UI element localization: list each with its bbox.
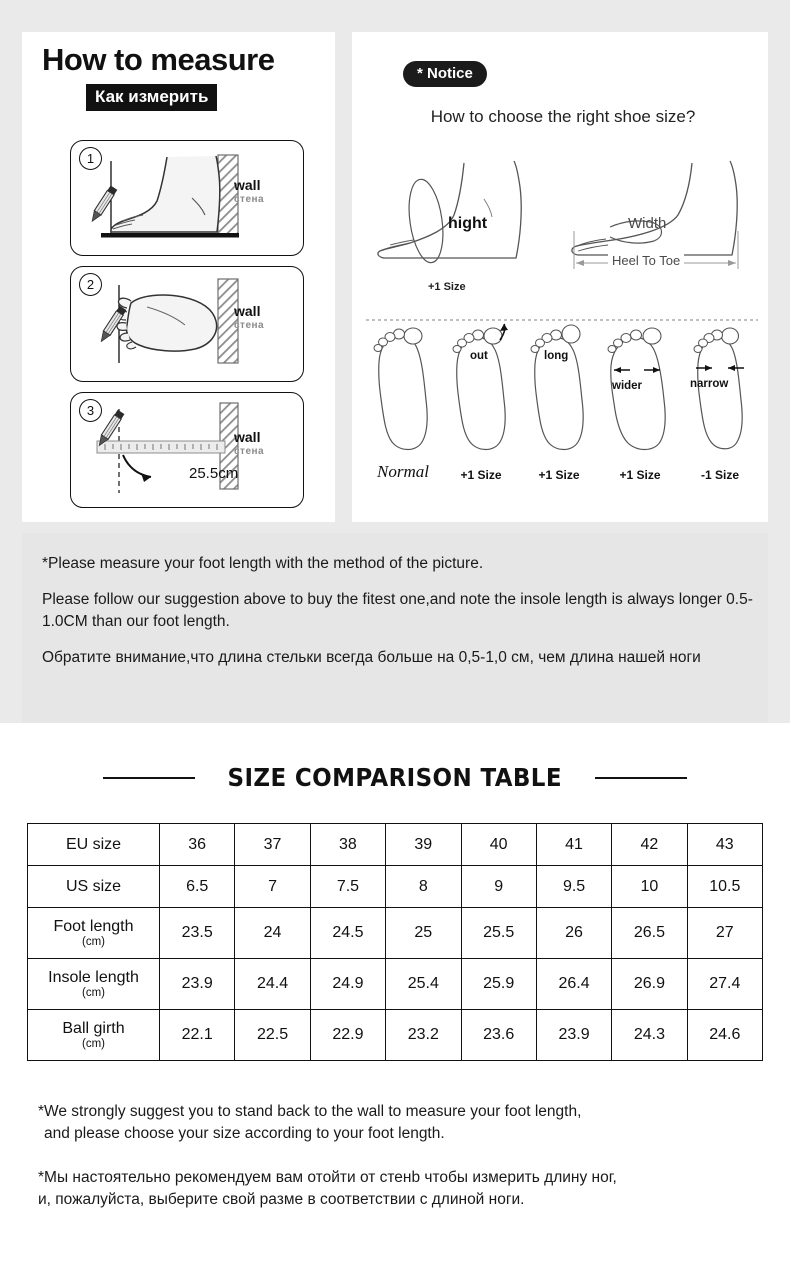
size-comparison-table: [27, 823, 763, 1061]
step-card-1: [70, 140, 304, 256]
table-cell: 7.5: [310, 866, 385, 908]
note-band-text: [42, 553, 754, 669]
table-cell: 25.4: [386, 959, 461, 1010]
notice-badge: * Notice: [403, 61, 487, 87]
table-cell: 39: [386, 824, 461, 866]
table-cell: 43: [687, 824, 762, 866]
size-table-title: SIZE COMPARISON TABLE: [227, 763, 563, 792]
foot-height-figure: [366, 157, 556, 307]
how-to-measure-panel: [22, 32, 335, 522]
table-cell: 25: [386, 908, 461, 959]
table-cell: 22.5: [235, 1010, 310, 1061]
footprint-word: long: [544, 350, 569, 362]
top-panels: [0, 32, 790, 522]
table-row: [28, 866, 763, 908]
note-line-1: *Please measure your foot length with the method of the picture.: [42, 555, 484, 572]
row-label-unit: (cm): [82, 1037, 105, 1050]
wall-label-3: [234, 430, 296, 458]
table-cell: 26: [536, 908, 611, 959]
table-cell: 8: [386, 866, 461, 908]
row-label: [28, 908, 160, 959]
height-label: hight: [448, 215, 488, 232]
table-cell: 23.2: [386, 1010, 461, 1061]
note-band: [22, 533, 768, 723]
heel-to-toe-label: Heel To Toe: [608, 253, 684, 268]
table-cell: 24.6: [687, 1010, 762, 1061]
row-label: EU size: [28, 824, 160, 866]
footprint-caption: +1 Size: [460, 468, 502, 482]
table-row: [28, 959, 763, 1010]
table-cell: 27.4: [687, 959, 762, 1010]
footprint-caption: Normal: [377, 462, 429, 481]
table-cell: 10.5: [687, 866, 762, 908]
footprint-normal: [366, 322, 440, 482]
table-cell: 24.5: [310, 908, 385, 959]
wall-label-2: [234, 304, 296, 332]
footprint-caption: +1 Size: [619, 468, 661, 482]
row-label-unit: (cm): [82, 986, 105, 999]
table-cell: 40: [461, 824, 536, 866]
row-label-text: Insole length: [48, 968, 139, 986]
table-cell: 25.9: [461, 959, 536, 1010]
notice-question: How to choose the right shoe size?: [430, 107, 696, 126]
table-cell: 23.6: [461, 1010, 536, 1061]
wall-label-en: wall: [234, 303, 261, 319]
table-cell: 24: [235, 908, 310, 959]
table-cell: 25.5: [461, 908, 536, 959]
row-label-text: Foot length: [53, 917, 134, 935]
table-cell: 23.5: [160, 908, 235, 959]
footprint-outline: [444, 322, 518, 462]
row-label: US size: [28, 866, 160, 908]
heading-rule-left: [103, 777, 195, 779]
step-number-3: 3: [79, 399, 102, 422]
table-cell: 24.4: [235, 959, 310, 1010]
table-cell: 41: [536, 824, 611, 866]
step-number-1: 1: [79, 147, 102, 170]
footprint-comparison-row: [362, 314, 762, 489]
size-table-heading: [0, 763, 790, 792]
footer-en-line-1: *We strongly suggest you to stand back to the wall to measure your foot length,: [38, 1103, 582, 1120]
wall-label-ru: стена: [234, 194, 265, 205]
table-cell: 23.9: [160, 959, 235, 1010]
footprint-long: [522, 322, 596, 482]
table-cell: 27: [687, 908, 762, 959]
footprint-narrow: [682, 322, 758, 482]
step-card-2: [70, 266, 304, 382]
table-cell: 38: [310, 824, 385, 866]
row-label: [28, 1010, 160, 1061]
size-table-section: [0, 723, 790, 1280]
heading-rule-right: [595, 777, 687, 779]
row-label: [28, 959, 160, 1010]
table-row: [28, 1010, 763, 1061]
notice-panel: [352, 32, 768, 522]
table-cell: 37: [235, 824, 310, 866]
wall-label-1: [234, 178, 296, 206]
footer-ru-line-2: и, пожалуйста, выберите свой разме в соответствии с длиной ноги.: [38, 1191, 525, 1208]
footprint-outline: [600, 322, 680, 462]
table-row: [28, 908, 763, 959]
table-cell: 24.3: [612, 1010, 687, 1061]
note-line-2: Please follow our suggestion above to buy the fitest one,and note the insole length is always longer 0.5-1.0CM than our foot length.: [42, 591, 753, 630]
table-cell: 22.9: [310, 1010, 385, 1061]
foot-width-figure: [552, 157, 757, 307]
step-number-2: 2: [79, 273, 102, 296]
step-card-3: [70, 392, 304, 508]
footprint-wider: [600, 322, 680, 482]
footprint-outline: [522, 322, 596, 462]
table-cell: 23.9: [536, 1010, 611, 1061]
footprint-word: wider: [612, 380, 643, 392]
footprint-caption: -1 Size: [700, 468, 739, 482]
table-cell: 6.5: [160, 866, 235, 908]
footer-ru-line-1: *Мы настоятельно рекомендуем вам отойти от стенb чтобы измерить длину ног,: [38, 1169, 617, 1186]
table-cell: 42: [612, 824, 687, 866]
table-row: [28, 824, 763, 866]
table-cell: 9: [461, 866, 536, 908]
table-cell: 22.1: [160, 1010, 235, 1061]
table-cell: 24.9: [310, 959, 385, 1010]
wall-label-ru: стена: [234, 446, 265, 457]
footprint-outline: [682, 322, 758, 462]
page-subtitle-ru: Как измерить: [86, 84, 217, 111]
footer-en-line-2: and please choose your size according to your foot length.: [44, 1125, 445, 1142]
measurement-value: 25.5cm: [189, 465, 239, 482]
row-label-text: Ball girth: [62, 1019, 125, 1037]
table-cell: 7: [235, 866, 310, 908]
width-label: Width: [628, 215, 667, 232]
footer-notes: [38, 1101, 754, 1211]
table-cell: 10: [612, 866, 687, 908]
page-title: How to measure: [42, 42, 275, 77]
table-cell: 36: [160, 824, 235, 866]
footprint-word: out: [470, 350, 488, 362]
height-caption: +1 Size: [428, 281, 466, 293]
table-cell: 26.5: [612, 908, 687, 959]
wall-label-ru: стена: [234, 320, 265, 331]
wall-label-en: wall: [234, 177, 261, 193]
wall-label-en: wall: [234, 429, 261, 445]
footprint-out: [444, 322, 518, 482]
row-label-unit: (cm): [82, 935, 105, 948]
footprint-outline: [366, 322, 440, 462]
note-line-3-ru: Обратите внимание,что длина стельки всегда больше на 0,5-1,0 см, чем длина нашей ноги: [42, 649, 701, 666]
footprint-caption: +1 Size: [538, 468, 580, 482]
table-cell: 26.9: [612, 959, 687, 1010]
table-cell: 9.5: [536, 866, 611, 908]
footprint-word: narrow: [690, 378, 729, 390]
table-cell: 26.4: [536, 959, 611, 1010]
